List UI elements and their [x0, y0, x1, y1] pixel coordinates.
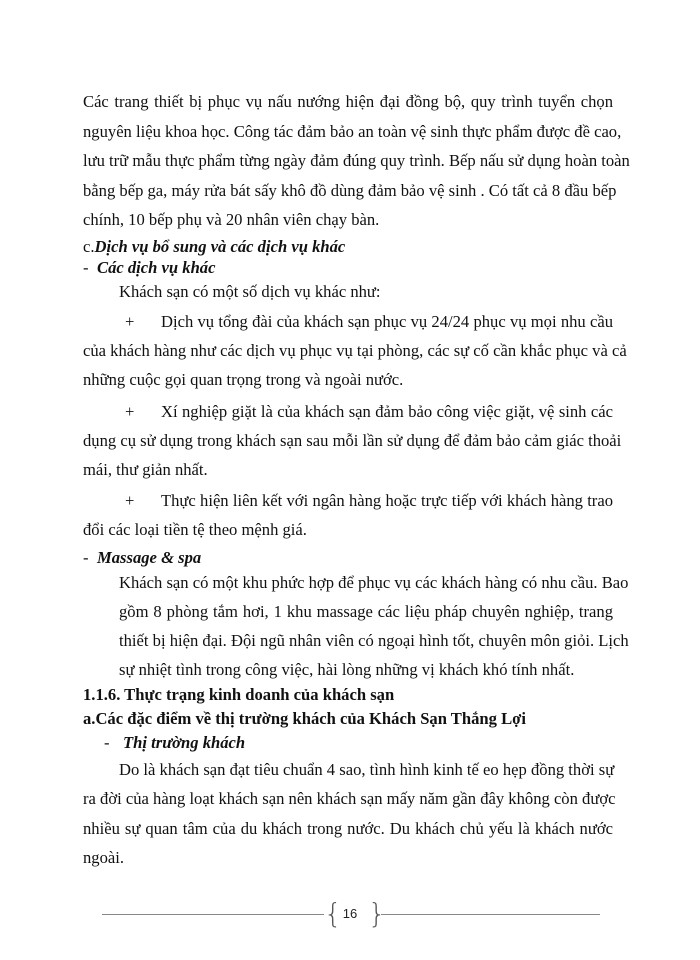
body-line: đổi các loại tiền tệ theo mệnh giá.	[83, 520, 307, 539]
body-line: Thực hiện liên kết với ngân hàng hoặc trực tiếp với khách hàng trao	[161, 491, 613, 510]
footer-rule-right	[381, 914, 600, 915]
subheading-massage-spa: Massage & spa	[97, 548, 202, 567]
subheading-dash: -	[83, 548, 89, 567]
bullet-marker: +	[125, 312, 135, 331]
right-brace-icon: }	[368, 897, 386, 930]
body-line: Khách sạn có một khu phức hợp để phục vụ các khách hàng có nhu cầu. Bao	[119, 573, 629, 592]
bullet-marker: +	[125, 491, 135, 510]
body-line: ngoài.	[83, 848, 125, 867]
body-line: lưu trữ mẫu thực phẩm từng ngày đảm đúng quy trình. Bếp nấu sử dụng hoàn toàn	[83, 151, 630, 170]
subheading-dash: -	[83, 258, 89, 277]
body-line: gồm 8 phòng tắm hơi, 1 khu massage các liệu pháp chuyên nghiệp, trang	[119, 602, 613, 621]
subheading-market: Thị trường khách	[123, 733, 246, 752]
body-line: những cuộc gọi quan trọng trong và ngoài nước.	[83, 370, 404, 389]
body-line: thiết bị hiện đại. Đội ngũ nhân viên có ngoại hình tốt, chuyên môn giỏi. Lịch	[119, 631, 629, 650]
body-line: nhiều sự quan tâm của du khách trong nước. Du khách chủ yếu là khách nước	[83, 819, 613, 838]
body-line: chính, 10 bếp phụ và 20 nhân viên chạy bàn.	[83, 210, 380, 229]
footer-rule-left	[102, 914, 324, 915]
body-line: mái, thư giản nhất.	[83, 460, 208, 479]
page-number: 16	[342, 906, 358, 921]
subheading-other-services: Các dịch vụ khác	[97, 258, 216, 277]
body-line: bằng bếp ga, máy rửa bát sấy khô đồ dùng đảm bảo vệ sinh . Có tất cả 8 đầu bếp	[83, 181, 617, 200]
body-line: của khách hàng như các dịch vụ phục vụ tại phòng, các sự cố cần khắc phục và cả	[83, 341, 627, 360]
body-line: Xí nghiệp giặt là của khách sạn đảm bảo công việc giặt, vệ sinh các	[161, 402, 613, 421]
section-heading-1-1-6: 1.1.6. Thực trạng kinh doanh của khách sạn	[83, 685, 395, 704]
body-line: ra đời của hàng loạt khách sạn nên khách sạn mấy năm gần đây không còn được	[83, 789, 616, 808]
section-heading-a: a.Các đặc điểm về thị trường khách của Khách Sạn Thắng Lợi	[83, 709, 526, 728]
subheading-dash: -	[104, 733, 110, 752]
bullet-marker: +	[125, 402, 135, 421]
section-heading-c	[83, 237, 345, 257]
body-line: Dịch vụ tổng đài của khách sạn phục vụ 24/24 phục vụ mọi nhu cầu	[161, 312, 613, 331]
body-line: dụng cụ sử dụng trong khách sạn sau mỗi lần sử dụng để đảm bảo cảm giác thoải	[83, 431, 622, 450]
section-prefix: c.	[83, 237, 95, 256]
body-line: Khách sạn có một số dịch vụ khác như:	[119, 282, 381, 301]
body-line: Các trang thiết bị phục vụ nấu nướng hiện đại đồng bộ, quy trình tuyển chọn	[83, 92, 613, 111]
body-line: sự nhiệt tình trong công việc, hài lòng những vị khách khó tính nhất.	[119, 660, 575, 679]
body-line: Do là khách sạn đạt tiêu chuẩn 4 sao, tình hình kinh tế eo hẹp đồng thời sự	[119, 760, 615, 779]
section-title: Dịch vụ bổ sung và các dịch vụ khác	[94, 237, 346, 256]
left-brace-icon: {	[324, 897, 342, 930]
body-line: nguyên liệu khoa học. Công tác đảm bảo an toàn vệ sinh thực phẩm được đề cao,	[83, 122, 622, 141]
page-footer	[0, 897, 700, 930]
